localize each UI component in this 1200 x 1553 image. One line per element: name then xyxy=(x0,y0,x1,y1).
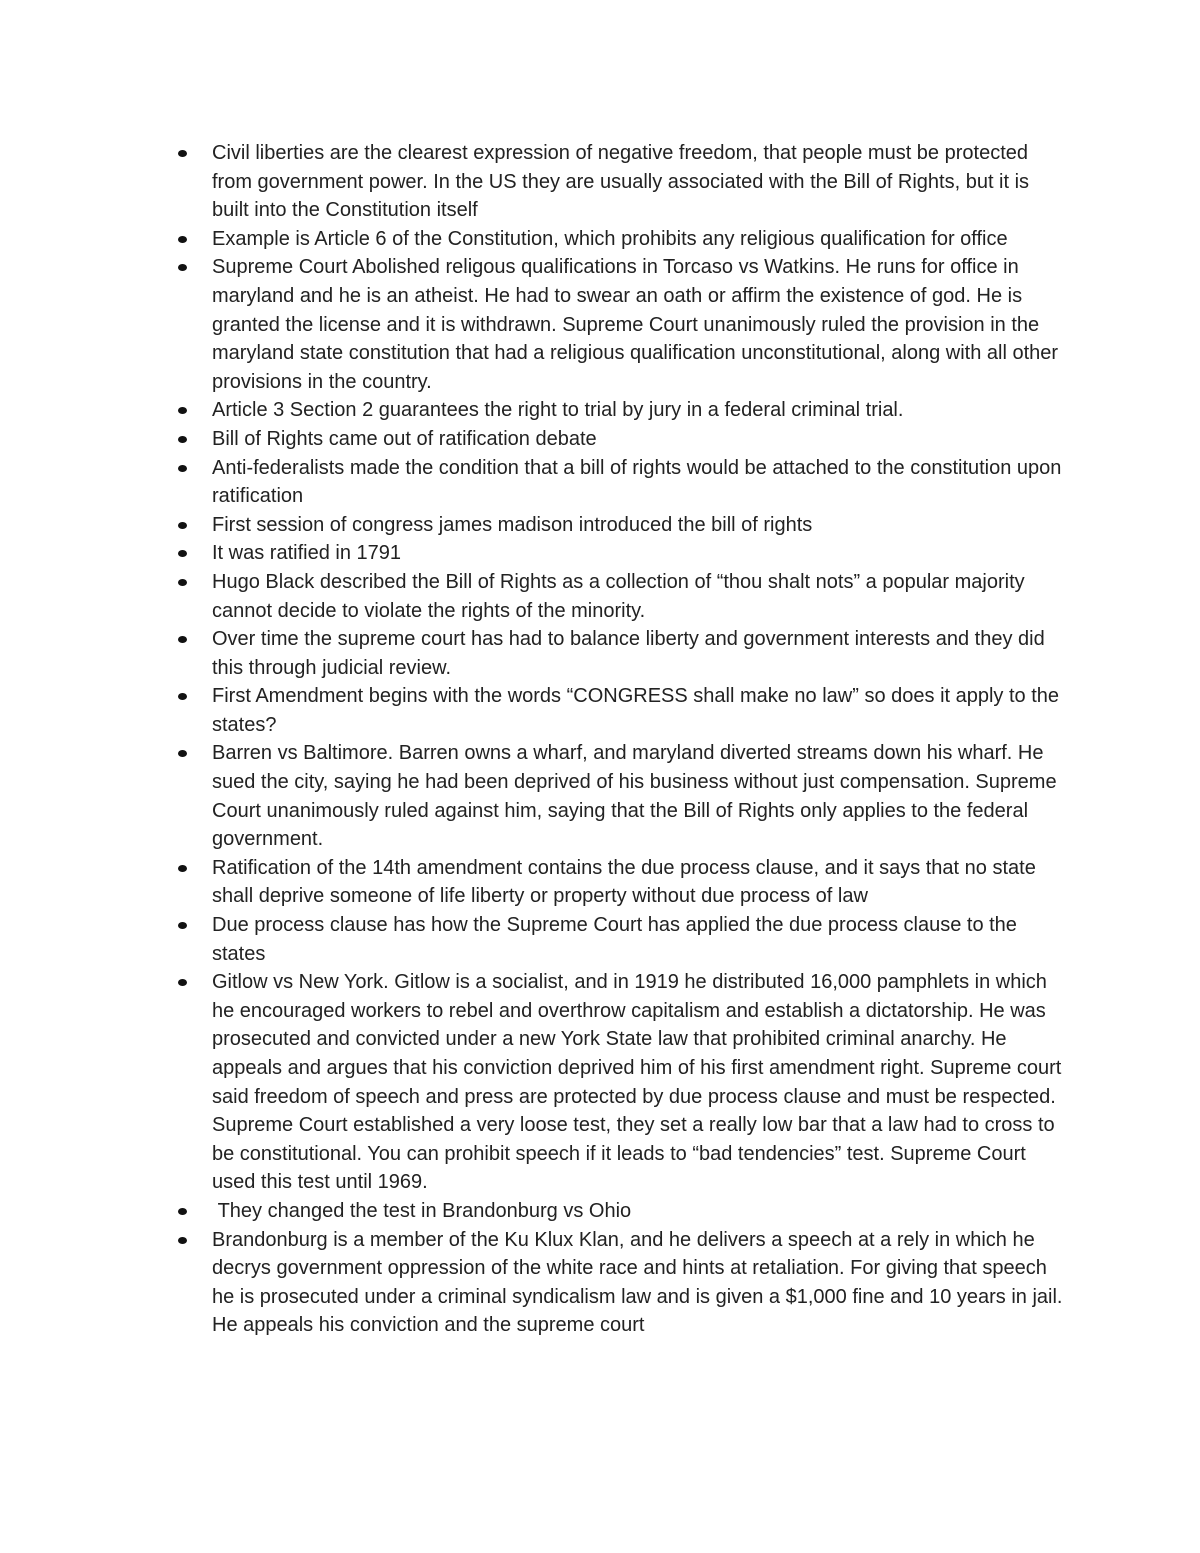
list-item xyxy=(176,1197,1066,1226)
list-item xyxy=(176,1226,1066,1340)
list-item xyxy=(176,511,1066,540)
bullet-icon xyxy=(178,465,187,472)
list-item-text: Over time the supreme court has had to balance liberty and government interests and they did this through judicial review. xyxy=(212,628,1045,679)
list-item xyxy=(176,739,1066,853)
bullet-icon xyxy=(178,236,187,243)
list-item-text: Barren vs Baltimore. Barren owns a wharf, and maryland diverted streams down his wharf. He sued the city, saying he had been deprived of his business without just compensation. Supreme Court unanimously ruled against him, saying that the Bill of Rights only applies to the federal government. xyxy=(212,742,1057,851)
list-item-text: Article 3 Section 2 guarantees the right to trial by jury in a federal criminal trial. xyxy=(212,399,904,422)
list-item-text: Example is Article 6 of the Constitution, which prohibits any religious qualification for office xyxy=(212,227,1008,250)
bullet-icon xyxy=(178,693,187,700)
list-item-text: They changed the test in Brandonburg vs Ohio xyxy=(212,1199,632,1222)
list-item xyxy=(176,425,1066,454)
list-item xyxy=(176,454,1066,511)
bullet-icon xyxy=(178,979,187,986)
bullet-icon xyxy=(178,1237,187,1244)
list-item-text: Anti-federalists made the condition that a bill of rights would be attached to the constitution upon ratification xyxy=(212,456,1062,508)
list-item xyxy=(176,911,1066,968)
list-item-text: Due process clause has how the Supreme Court has applied the due process clause to the states xyxy=(212,914,1017,965)
list-item xyxy=(176,225,1066,254)
bullet-icon xyxy=(178,750,187,757)
list-item xyxy=(176,854,1066,911)
list-item-text: Hugo Black described the Bill of Rights as a collection of “thou shalt nots” a popular majority cannot decide to violate the rights of the minority. xyxy=(212,570,1025,622)
list-item-text: It was ratified in 1791 xyxy=(212,542,401,565)
list-item xyxy=(176,568,1066,625)
list-item-text: First Amendment begins with the words “CONGRESS shall make no law” so does it apply to the states? xyxy=(212,685,1060,736)
bullet-icon xyxy=(178,1208,187,1215)
list-item xyxy=(176,139,1066,225)
bullet-icon xyxy=(178,922,187,929)
bullet-icon xyxy=(178,436,187,443)
notes-bullet-list xyxy=(176,139,1066,1340)
bullet-icon xyxy=(178,264,187,271)
list-item-text: Supreme Court Abolished religous qualifications in Torcaso vs Watkins. He runs for office in maryland and he is an atheist. He had to swear an oath or affirm the existence of god. He is granted the license and it is withdrawn. Supreme Court unanimously ruled the provision in the maryland state constitution that had a religious qualification unconstitutional, along with all other provisions in the country. xyxy=(212,256,1059,393)
list-item xyxy=(176,253,1066,396)
bullet-icon xyxy=(178,636,187,643)
list-item xyxy=(176,396,1066,425)
bullet-icon xyxy=(178,407,187,414)
list-item-text: First session of congress james madison introduced the bill of rights xyxy=(212,513,813,536)
bullet-icon xyxy=(178,150,187,157)
list-item xyxy=(176,625,1066,682)
list-item-text: Ratification of the 14th amendment contains the due process clause, and it says that no state shall deprive someone of life liberty or property without due process of law xyxy=(212,856,1036,908)
list-item-text: Brandonburg is a member of the Ku Klux Klan, and he delivers a speech at a rely in which he decrys government oppression of the white race and hints at retaliation. For giving that speech he is prosecuted under a criminal syndicalism law and is given a $1,000 fine and 10 years in jail. He appeals his conviction and the supreme court xyxy=(212,1228,1063,1337)
list-item xyxy=(176,968,1066,1197)
bullet-icon xyxy=(178,579,187,586)
bullet-icon xyxy=(178,522,187,529)
list-item xyxy=(176,539,1066,568)
list-item-text: Bill of Rights came out of ratification debate xyxy=(212,427,597,450)
list-item xyxy=(176,682,1066,739)
bullet-icon xyxy=(178,550,187,557)
bullet-icon xyxy=(178,865,187,872)
list-item-text: Civil liberties are the clearest expression of negative freedom, that people must be protected from government power. In the US they are usually associated with the Bill of Rights, but it is built into the Constitution itself xyxy=(212,142,1030,222)
list-item-text: Gitlow vs New York. Gitlow is a socialist, and in 1919 he distributed 16,000 pamphlets in which he encouraged workers to rebel and overthrow capitalism and establish a dictatorship. He was prosecuted and convicted under a new York State law that prohibited criminal anarchy. He appeals and argues that his conviction deprived him of his first amendment right. Supreme court said freedom of speech and press are protected by due process clause and must be respected. Supreme Court established a very loose test, they set a really low bar that a law had to cross to be constitutional. You can prohibit speech if it leads to “bad tendencies” test. Supreme Court used this test until 1969. xyxy=(212,971,1062,1194)
